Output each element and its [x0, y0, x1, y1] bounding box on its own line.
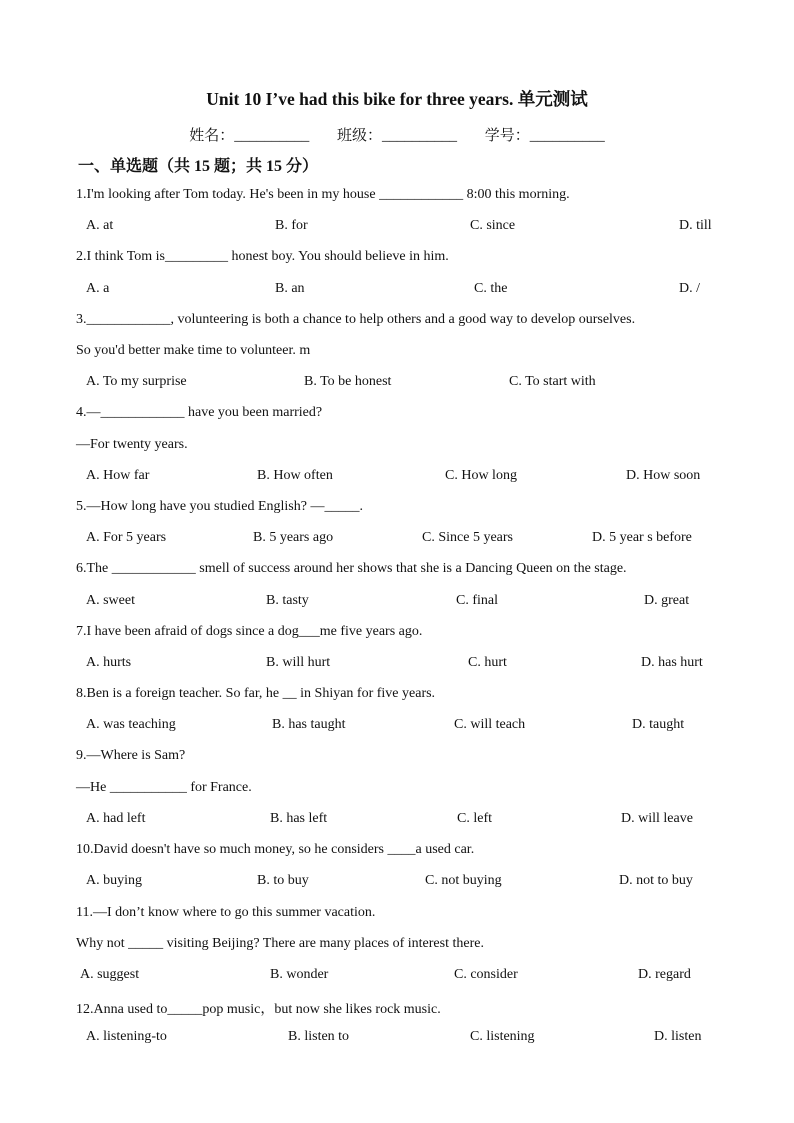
- question-11-stem-line-1: 11.—I don’t know where to go this summer vacation.: [76, 905, 376, 920]
- question-10-option-a: A. buying: [86, 873, 142, 888]
- question-9-option-d: D. will leave: [621, 811, 693, 826]
- question-11-option-a: A. suggest: [80, 967, 140, 982]
- question-9-stem-line-2: —He ___________ for France.: [76, 780, 252, 795]
- student-info-row: [0, 124, 794, 145]
- question-7-option-c: C. hurt: [468, 655, 507, 670]
- question-4-option-c: C. How long: [445, 468, 517, 483]
- question-10-option-d: D. not to buy: [619, 873, 693, 888]
- question-8-option-b: B. has taught: [272, 717, 346, 732]
- question-3-option-a: A. To my surprise: [86, 374, 187, 389]
- question-3-option-b: B. To be honest: [304, 374, 392, 389]
- question-4-option-a: A. How far: [86, 468, 150, 483]
- question-7-stem: 7.I have been afraid of dogs since a dog___me five years ago.: [76, 624, 423, 639]
- question-1-option-d: D. till: [679, 218, 712, 233]
- question-1-option-a: A. at: [86, 218, 114, 233]
- question-5-option-b: B. 5 years ago: [253, 530, 334, 545]
- question-12-option-b: B. listen to: [288, 1029, 350, 1044]
- question-11-option-c: C. consider: [454, 967, 518, 982]
- question-8-option-c: C. will teach: [454, 717, 526, 732]
- question-11-option-d: D. regard: [638, 967, 691, 982]
- question-10-option-b: B. to buy: [257, 873, 309, 888]
- question-5-option-d: D. 5 year s before: [592, 530, 692, 545]
- question-11-option-b: B. wonder: [270, 967, 329, 982]
- question-8-stem: 8.Ben is a foreign teacher. So far, he __ in Shiyan for five years.: [76, 686, 436, 701]
- question-2-option-c: C. the: [474, 281, 508, 296]
- question-12-option-a: A. listening-to: [86, 1029, 167, 1044]
- question-7-option-b: B. will hurt: [266, 655, 331, 670]
- question-12-stem: 12.Anna used to_____pop music，but now she likes rock music.: [76, 1002, 441, 1017]
- question-3-stem-line-2: So you'd better make time to volunteer. m: [76, 343, 311, 358]
- question-5-option-c: C. Since 5 years: [422, 530, 513, 545]
- question-2-option-a: A. a: [86, 281, 110, 296]
- question-7-option-a: A. hurts: [86, 655, 132, 670]
- question-9-option-c: C. left: [457, 811, 492, 826]
- question-10-stem: 10.David doesn't have so much money, so he considers ____a used car.: [76, 842, 475, 857]
- question-8-option-a: A. was teaching: [86, 717, 176, 732]
- question-6-option-b: B. tasty: [266, 593, 309, 608]
- page-title: Unit 10 I’ve had this bike for three years. 单元测试: [206, 89, 588, 109]
- question-6-option-a: A. sweet: [86, 593, 135, 608]
- question-1-option-b: B. for: [275, 218, 308, 233]
- question-3-option-c: C. To start with: [509, 374, 596, 389]
- question-9-option-b: B. has left: [270, 811, 328, 826]
- question-7-option-d: D. has hurt: [641, 655, 703, 670]
- question-2-stem: 2.I think Tom is_________ honest boy. You should believe in him.: [76, 249, 449, 264]
- question-2-option-b: B. an: [275, 281, 305, 296]
- question-9-option-a: A. had left: [86, 811, 146, 826]
- question-12-option-d: D. listen: [654, 1029, 702, 1044]
- question-4-option-b: B. How often: [257, 468, 333, 483]
- question-5-stem: 5.—How long have you studied English? —_____.: [76, 499, 363, 514]
- question-11-stem-line-2: Why not _____ visiting Beijing? There are many places of interest there.: [76, 936, 484, 951]
- question-6-option-d: D. great: [644, 593, 690, 608]
- question-1-option-c: C. since: [470, 218, 516, 233]
- question-6-option-c: C. final: [456, 593, 498, 608]
- question-6-stem: 6.The ____________ smell of success around her shows that she is a Dancing Queen on the stage.: [76, 561, 627, 576]
- question-12-option-c: C. listening: [470, 1029, 535, 1044]
- question-9-stem-line-1: 9.—Where is Sam?: [76, 748, 186, 763]
- name-field-label: 姓名：__________: [189, 128, 310, 144]
- section-title: 一、单选题（共 15 题；共 15 分）: [78, 158, 319, 175]
- question-4-stem-line-2: —For twenty years.: [76, 437, 188, 452]
- number-field-label: 学号：__________: [484, 128, 605, 144]
- question-4-stem-line-1: 4.—____________ have you been married?: [76, 405, 323, 420]
- class-field-label: 班级：__________: [336, 128, 457, 144]
- question-4-option-d: D. How soon: [626, 468, 701, 483]
- question-10-option-c: C. not buying: [425, 873, 502, 888]
- question-2-option-d: D. /: [679, 281, 700, 296]
- question-3-stem-line-1: 3.____________, volunteering is both a chance to help others and a good way to develop ourselves.: [76, 312, 636, 327]
- question-5-option-a: A. For 5 years: [86, 530, 167, 545]
- question-8-option-d: D. taught: [632, 717, 685, 732]
- question-1-stem: 1.I'm looking after Tom today. He's been in my house ____________ 8:00 this morning.: [76, 187, 570, 202]
